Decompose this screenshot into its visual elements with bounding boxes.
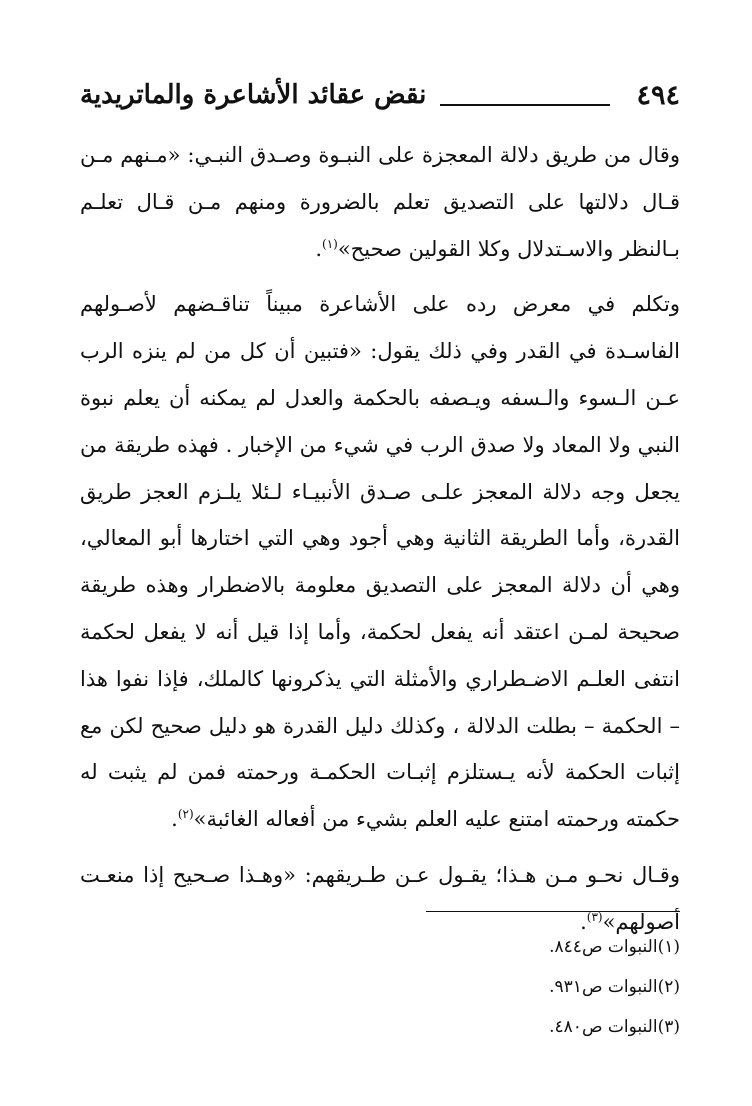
footnote-2: (٢)النبوات ص٩٣١.: [549, 977, 680, 997]
page-number: ٤٩٤: [636, 80, 680, 111]
paragraph-3: [80, 852, 680, 946]
footnote-1: (١)النبوات ص٨٤٤.: [549, 937, 680, 957]
footnote-ref: (٢): [177, 807, 194, 822]
running-title: نقض عقائد الأشاعرة والماتريدية: [80, 80, 427, 110]
footnote-separator: [426, 911, 680, 912]
paragraph-2: [80, 281, 680, 843]
paragraph-end: .: [580, 909, 587, 934]
paragraph-text: وقال من طريق دلالة المعجزة على النبـوة وصـدق النبـي: «مـنهم مـن قـال دلالتها على التصديق تعلم بالضرورة ومنهم مـن قـال تعلـم بـالنظر والاسـتدلال وكلا القولين صحيح»: [80, 143, 680, 261]
paragraph-text: وتكلم في معرض رده على الأشاعرة مبيناً تناقـضهم لأصـولهم الفاسـدة في القدر وفي ذلك يقول: «فتبين أن كل من لم ينزه الرب عـن الـسوء والـسفه ويـصفه بالحكمة والعدل لم يمكنه أن يعلم نبوة النبي ولا المعاد ولا صدق الرب في شيء من الإخبار . فهذه طريقة من يجعل وجه دلالة المعجز علـى صـدق الأنبيـاء لـئلا يلـزم العجز طريق القدرة، وأما الطريقة الثانية وهي أجود وهي التي اختارها أبو المعالي، وهي أن دلالة المعجز على التصديق معلومة بالاضطرار وهذه طريقة صحيحة لمـن اعتقد أنه يفعل لحكمة، وأما إذا قيل أنه لا يفعل لحكمة انتفى العلـم الاضـطراري والأمثلة التي يذكرونها كالملك، فإذا نفوا هذا – الحكمة – بطلت الدلالة ، وكذلك دليل القدرة هو دليل صحيح لكن مع إثبات الحكمة لأنه يـستلزم إثبـات الحكمـة ورحمته فمن لم يثبت له حكمته ورحمته امتنع عليه العلم بشيء من أفعاله الغائبة»: [80, 292, 680, 832]
footnote-3: (٣)النبوات ص٤٨٠.: [549, 1017, 680, 1037]
paragraph-1: [80, 132, 680, 272]
page-header: [80, 80, 680, 120]
body-text: [80, 132, 680, 946]
footnotes: [80, 936, 680, 1056]
footnote-ref: (١): [322, 236, 338, 251]
footnote-ref: (٣): [586, 909, 603, 924]
paragraph-end: .: [171, 807, 178, 832]
paragraph-text: وقـال نحـو مـن هـذا؛ يقـول عـن طـريقهم: «وهـذا صـحيح إذا منعـت أصولهم»: [80, 862, 680, 934]
paragraph-end: .: [315, 236, 322, 261]
header-rule: [440, 104, 610, 106]
